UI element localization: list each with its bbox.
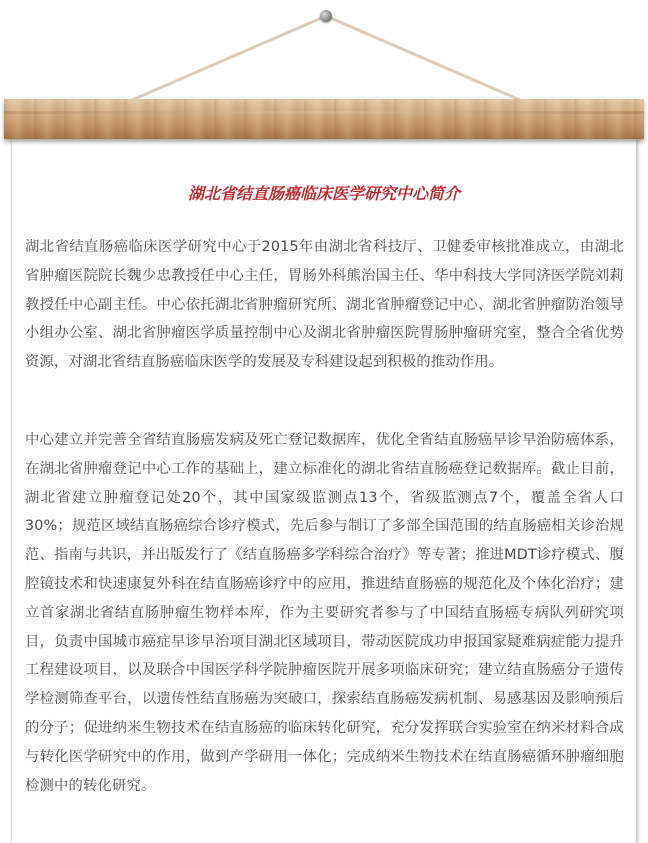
scroll-hanger: [0, 0, 648, 110]
intro-paragraph: 湖北省结直肠癌临床医学研究中心于2015年由湖北省科技厅、卫健委审核批准成立，由湖北省肿瘤医院院长魏少忠教授任中心主任，胃肠外科熊治国主任、华中科技大学同济医学院刘莉教授任中心副主任。中心依托湖北省肿瘤研究所、湖北省肿瘤登记中心、湖北省肿瘤防治领导小组办公室、湖北省肿瘤医学质量控制中心及湖北省肿瘤医院胃肠肿瘤研究室，整合全省优势资源，对湖北省结直肠癌临床医学的发展及专科建设起到积极的推动作用。: [25, 239, 624, 371]
wooden-rod: [4, 99, 644, 139]
nail-icon: [320, 10, 332, 22]
page-title: 湖北省结直肠癌临床医学研究中心简介: [187, 184, 460, 203]
achievements-paragraph: 中心建立并完善全省结直肠癌发病及死亡登记数据库，优化全省结直肠癌早诊早治防癌体系，在湖北省肿瘤登记中心工作的基础上，建立标准化的湖北省结直肠癌登记数据库。截止目前，湖北省建立肿瘤登记处20个，其中国家级监测点13个，省级监测点7个，覆盖全省人口 30%；规范区域结直肠癌综合诊疗模式，先后参与制订了多部全国范围的结直肠癌相关诊治规范、指南与共识，并出版发行了《结直肠癌多学科综合治疗》等专著；推进MDT诊疗模式、腹腔镜技术和快速康复外科在结直肠癌诊疗中的应用，推进结直肠癌的规范化及个体化治疗；建立首家湖北省结直肠肿瘤生物样本库，作为主要研究者参与了中国结直肠癌专病队列研究项目，负责中国城市癌症早诊早治项目湖北区域项目，带动医院成功申报国家疑难病症能力提升工程建设项目，以及联合中国医学科学院肿瘤医院开展多项临床研究；建立结直肠癌分子遗传学检测筛查平台，以遗传性结直肠癌为突破口，探索结直肠癌发病机制、易感基因及影响预后的分子；促进纳米生物技术在结直肠癌的临床转化研究，充分发挥联合实验室在纳米材料合成与转化医学研究中的作用，做到产学研用一体化；完成纳米生物技术在结直肠癌循环肿瘤细胞检测中的转化研究。: [25, 432, 624, 794]
